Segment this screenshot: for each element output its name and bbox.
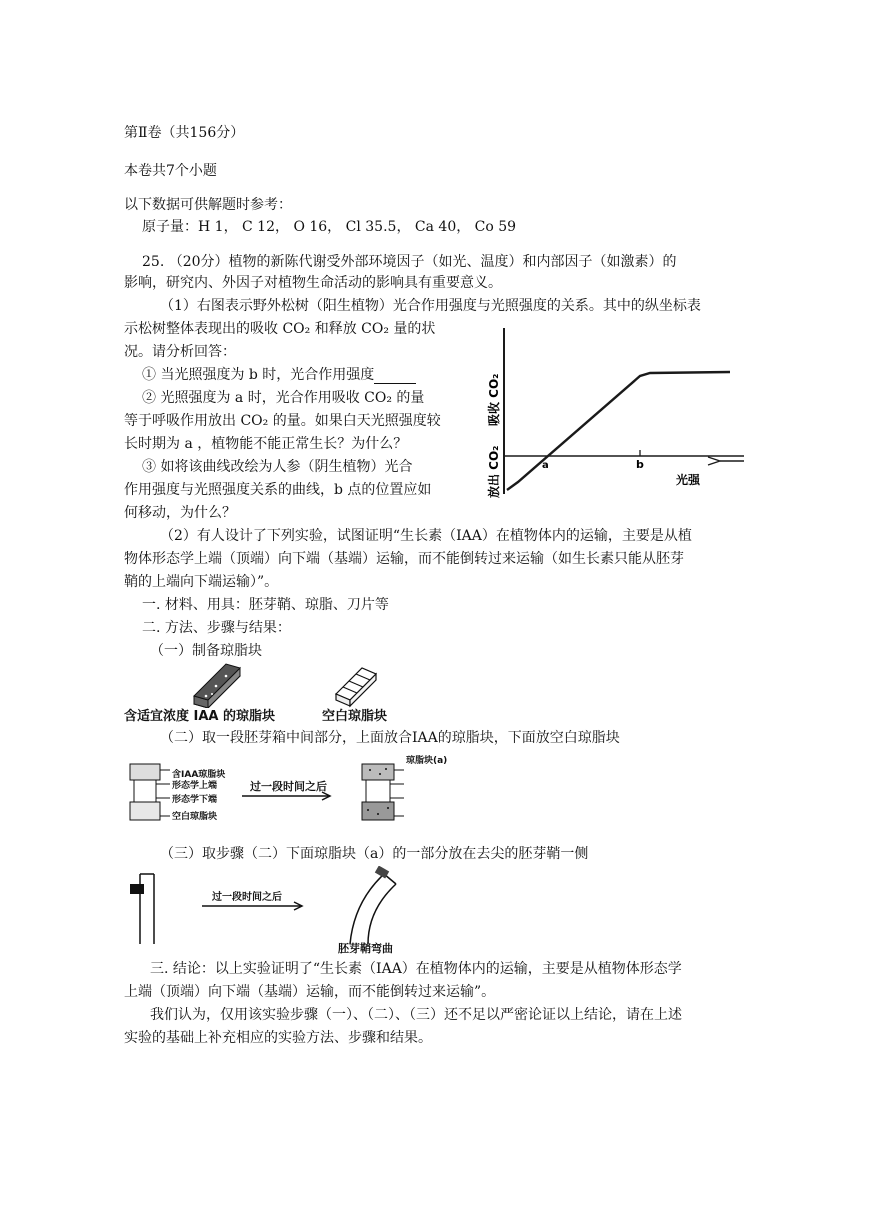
ylabel-top: 吸收 CO₂ — [487, 373, 501, 426]
materials-line: 一. 材料、用具：胚芽鞘、琼脂、刀片等 — [142, 597, 389, 613]
step1-label: （一）制备琼脂块 — [150, 643, 262, 659]
answer-blank — [374, 369, 416, 384]
step3-result-label: 胚芽鞘弯曲 — [338, 942, 393, 955]
step3-arrow-text: 过一段时间之后 — [212, 892, 282, 903]
step3-text: （三）取步骤（二）下面琼脂块（a）的一部分放在去尖的胚芽鞘一侧 — [160, 846, 589, 862]
bottom-block-label: 空白琼脂块 — [172, 812, 218, 822]
subq-3-line1: ③ 如将该曲线改绘为人参（阴生植物）光合 — [142, 459, 413, 475]
after-block-label: 琼脂块(a) — [406, 756, 448, 766]
subq-3-line2: 作用强度与光照强度关系的曲线，b 点的位置应如 — [124, 482, 432, 498]
step2-text: （二）取一段胚芽箱中间部分，上面放合IAA的琼脂块，下面放空白琼脂块 — [160, 730, 620, 746]
blank-agar-block-figure — [332, 664, 382, 708]
q25-p1-line2: 示松树整体表现出的吸收 CO₂ 和释放 CO₂ 量的状 — [124, 321, 436, 337]
x-arrowhead — [708, 457, 720, 465]
bent-coleoptile-left — [350, 874, 384, 944]
blank-block-label: 空白琼脂块 — [322, 709, 388, 724]
x-label: 光强 — [676, 473, 701, 487]
conclusion-line2: 上端（顶端）向下端（基端）运输，而不能倒转过来运输”。 — [124, 984, 496, 1000]
count-note: 本卷共7个小题 — [124, 163, 217, 179]
section-title: 第Ⅱ卷（共156分） — [124, 125, 245, 141]
setup-before — [130, 764, 170, 820]
q25-p2-line2: 物体形态学上端（顶端）向下端（基端）运输，而不能倒转过来运输（如生长素只能从胚芽 — [124, 551, 684, 567]
q25-p1-line1: （1）右图表示野外松树（阳生植物）光合作用强度与光照强度的关系。其中的纵坐标表 — [160, 298, 701, 314]
setup-after — [362, 764, 404, 820]
q25-p2-line3: 鞘的上端向下端运输）”。 — [124, 574, 279, 590]
bent-coleoptile-right — [368, 884, 396, 944]
subq-3-line3: 何移动，为什么？ — [124, 505, 236, 521]
q25-p2-line1: （2）有人设计了下列实验，试图证明“生长素（IAA）在植物体内的运输，主要是从植 — [160, 528, 692, 544]
point-b-label: b — [636, 458, 644, 471]
q25-p1-line3: 况。请分析回答： — [124, 344, 236, 360]
agar-on-side — [130, 884, 144, 894]
subq-2-line2: 等于呼吸作用放出 CO₂ 的量。如果白天光照强度较 — [124, 413, 441, 429]
methods-line: 二. 方法、步骤与结果： — [142, 620, 291, 636]
q25-intro-2: 影响，研究内、外因子对植物生命活动的影响具有重要意义。 — [124, 275, 502, 291]
upper-end-label: 形态学上端 — [172, 781, 218, 791]
lower-end-label: 形态学下端 — [172, 795, 218, 805]
iaa-agar-block-figure — [186, 662, 246, 708]
iaa-block-label: 含适宜浓度 IAA 的琼脂块 — [124, 709, 276, 724]
photosynthesis-graph — [468, 322, 758, 500]
q25-intro-1: 25. （20分）植物的新陈代谢受外部环境因子（如光、温度）和内部因子（如激素）的 — [142, 254, 677, 270]
final-question-line1: 我们认为，仅用该实验步骤（一）、（二）、（三）还不足以严密论证以上结论，请在上述 — [150, 1007, 682, 1023]
subq-2-line3: 长时期为 a ，植物能不能正常生长？为什么？ — [124, 436, 408, 452]
point-a-label: a — [542, 460, 549, 471]
subq-1 — [142, 366, 416, 384]
top-block-label: 含IAA琼脂块 — [172, 770, 226, 780]
conclusion-line1: 三. 结论：以上实验证明了“生长素（IAA）在植物体内的运输，主要是从植物体形态学 — [150, 961, 682, 977]
atomic-masses: 原子量：H 1， C 12， O 16， Cl 35.5， Ca 40， Co 59 — [142, 219, 517, 235]
subq-2-line1: ② 光照强度为 a 时，光合作用吸收 CO₂ 的量 — [142, 390, 425, 406]
final-question-line2: 实验的基础上补充相应的实验方法、步骤和结果。 — [124, 1030, 432, 1046]
ylabel-bottom: 放出 CO₂ — [487, 445, 501, 498]
step2-arrow-text: 过一段时间之后 — [250, 780, 327, 793]
subq-1-text: ① 当光照强度为 b 时，光合作用强度 — [142, 367, 375, 383]
ref-intro: 以下数据可供解题时参考： — [124, 197, 292, 213]
